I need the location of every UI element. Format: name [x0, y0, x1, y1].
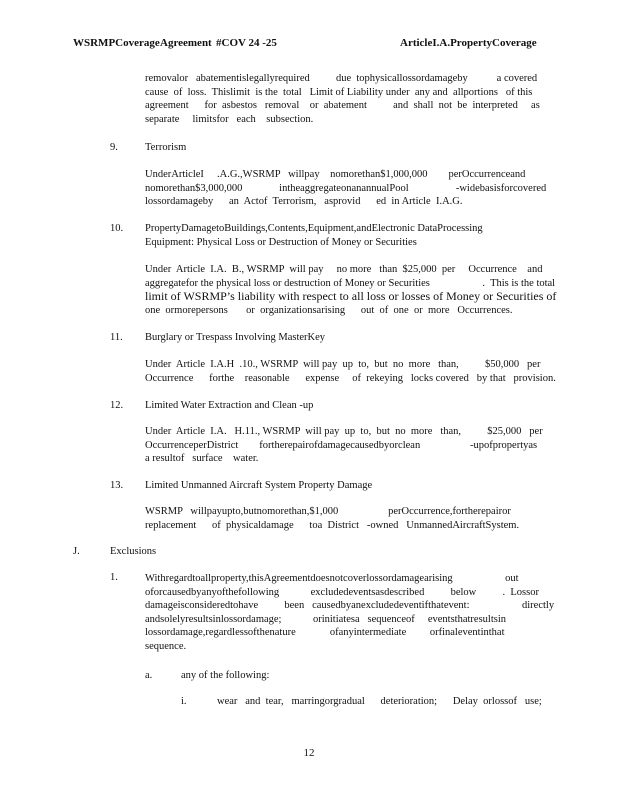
item-title: Limited Water Extraction and Clean -up — [145, 400, 314, 411]
item-body — [145, 263, 565, 317]
continuation-paragraph — [145, 72, 540, 126]
item-body — [145, 358, 556, 385]
header-cov-number: #COV 24 -25 — [216, 37, 277, 49]
text-line: oforcausedbyanyofthefollowing excludedeventsasdescribed below . Lossor — [145, 586, 539, 598]
text-line: sequence. — [145, 640, 187, 652]
text-line: WSRMP willpayupto,butnomorethan,$1,000 perOccurrence,fortherepairor — [145, 506, 511, 517]
item-body — [145, 572, 555, 654]
text-line: separate limitsfor each subsection. — [145, 113, 314, 125]
header-agreement: Agreement — [160, 37, 212, 49]
header-right: ArticleI.A.PropertyCoverage — [400, 37, 537, 49]
text-line: andsolelyresultsinlossordamage; orinitiatesa sequenceof eventsthatresultsin — [145, 613, 506, 625]
text-line: aggregatefor the physical loss or destruction of Money or Securities . This is the total — [145, 277, 556, 289]
text-line: Under Article I.A. H.11., WSRMP will pay up to, but no more than, $25,000 per — [145, 426, 543, 437]
text-line: lossordamageby an Actof Terrorism, asprovid ed in Article I.A.G. — [145, 196, 463, 208]
item-body — [145, 168, 545, 209]
item-number: 9. — [110, 142, 118, 153]
item-number: 1. — [110, 572, 118, 583]
sub-text: wear and tear, marringorgradual deterioration; Delay orlossof use; — [217, 696, 542, 707]
text-line: nomorethan$3,000,000 intheaggregateonanannualPool -widebasisforcovered — [145, 182, 547, 194]
item-title-continued: Equipment: Physical Loss or Destruction of Money or Securities — [145, 237, 417, 248]
item-body — [145, 505, 545, 532]
text-line: replacement of physicaldamage toa District -owned UnmannedAircraftSystem. — [145, 519, 520, 531]
text-line: agreement for asbestos removal or abatement and shall not be interpreted as — [145, 100, 540, 112]
item-title: Terrorism — [145, 142, 187, 153]
section-letter: J. — [73, 546, 80, 557]
text-line: lossordamage,regardlessofthenature ofanyintermediate orfinaleventinthat — [145, 627, 505, 639]
header-left: WSRMPCoverage — [73, 37, 160, 49]
text-line: Occurrence forthe reasonable expense of rekeying locks covered by that provision. — [145, 372, 556, 384]
item-number: 10. — [110, 223, 124, 234]
item-number: 11. — [110, 332, 123, 343]
item-title: Burglary or Trespass Involving MasterKey — [145, 332, 326, 343]
text-line: a resultof surface water. — [145, 453, 259, 465]
text-line: Under Article I.A.H .10., WSRMP will pay up to, but no more than, $50,000 per — [145, 359, 541, 370]
text-line: UnderArticleI .A.G.,WSRMP willpay nomorethan$1,000,000 perOccurrenceand — [145, 169, 526, 180]
item-number: 12. — [110, 400, 124, 411]
section-title: Exclusions — [110, 546, 157, 557]
page-number: 12 — [303, 747, 315, 759]
text-line: Withregardtoallproperty,thisAgreementdoesnotcoverlossordamagearising out — [145, 573, 519, 584]
item-body — [145, 425, 545, 466]
text-line: limit of WSRMP’s liability with respect to all loss or losses of Money or Securities of — [145, 289, 557, 304]
sub-roman: i. — [181, 696, 187, 707]
text-line: damageisconsideredtohave been causedbyanexcludedeventifthatevent: directly — [145, 600, 555, 612]
text-line: removalor abatementislegallyrequired due tophysicallossordamageby a covered — [145, 73, 538, 84]
text-line: OccurrenceperDistrict fortherepairofdamagecausedbyorclean -upofpropertyas — [145, 439, 538, 451]
item-title: Limited Unmanned Aircraft System Property Damage — [145, 480, 373, 491]
sub-letter: a. — [145, 670, 153, 681]
sub-text: any of the following: — [181, 670, 270, 681]
text-line: one ormorepersons or organizationsarising out of one or more Occurrences. — [145, 304, 513, 316]
item-title: PropertyDamagetoBuildings,Contents,Equipment,andElectronic DataProcessing — [145, 223, 483, 234]
item-number: 13. — [110, 480, 124, 491]
text-line: cause of loss. Thislimit is the total Limit of Liability under any and allportions of this — [145, 86, 533, 98]
text-line: Under Article I.A. B., WSRMP will pay no more than $25,000 per Occurrence and — [145, 264, 543, 275]
